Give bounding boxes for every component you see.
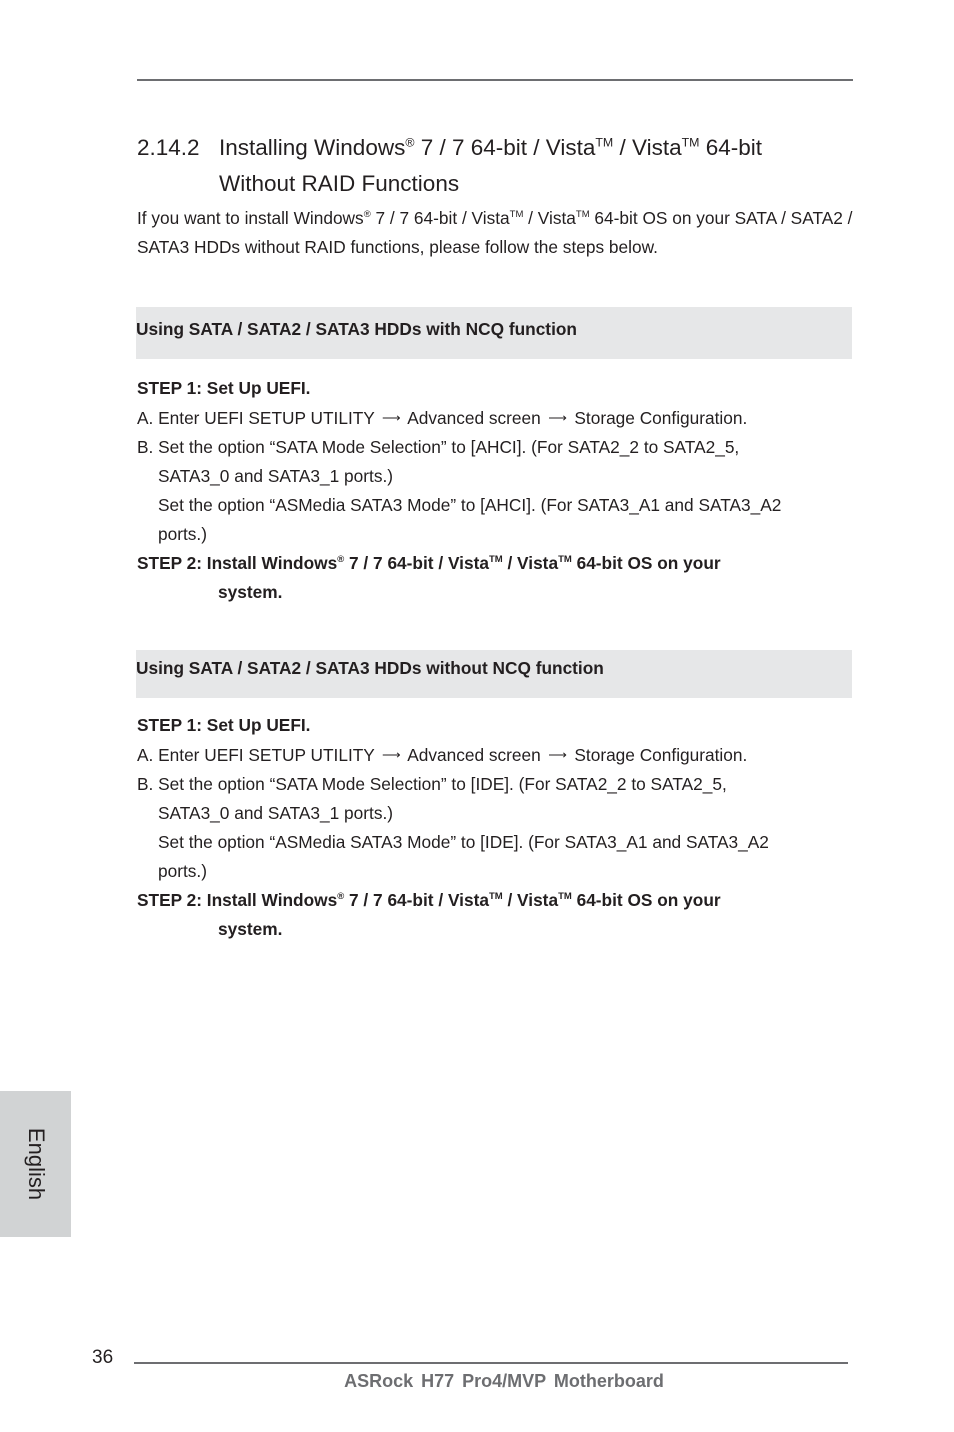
step1-a: A. Enter UEFI SETUP UTILITY ⟶ Advanced screen ⟶ Storage Configuration. [137,403,857,433]
page-number: 36 [92,1347,114,1368]
language-label: English [23,1127,49,1201]
intro-paragraph: If you want to install Windows® 7 / 7 64-bit / Vista™ / Vista™ 64-bit OS on your SATA / SATA2 / SATA3 HDDs without RAID functions, please follow the steps below. [137,208,853,257]
step1-b: B. Set the option “SATA Mode Selection” to [AHCI]. (For SATA2_2 to SATA2_5, [137,437,740,457]
step1-label: STEP 1: Set Up UEFI. [137,715,311,735]
section-band-ncq: Using SATA / SATA2 / SATA3 HDDs with NCQ function [136,307,852,359]
step1-a: A. Enter UEFI SETUP UTILITY ⟶ Advanced screen ⟶ Storage Configuration. [137,740,857,770]
arrow-right-icon: ⟶ [382,747,401,762]
footer-title: ASRock H77 Pro4/MVP Motherboard [344,1371,664,1391]
language-side-tab [0,1091,71,1237]
header-rule [137,79,853,81]
section-no-ncq-steps: STEP 1: Set Up UEFI. A. Enter UEFI SETUP UTILITY ⟶ Advanced screen ⟶ Storage Configuration. B. Set the option “SATA Mode Selection” to [IDE]. (For SATA2_2 to SATA2_5, SATA3_0 and SATA3_1 ports.) Set the option “ASMedia SATA3 Mode” to [IDE]. (For SATA3_A1 and SATA3_A2 ports.) STEP 2: Install Windows® 7 / 7 64-bit / Vista™ / Vista™ 64-bit OS on your system. [137,711,857,944]
step1-b: B. Set the option “SATA Mode Selection” to [IDE]. (For SATA2_2 to SATA2_5, [137,774,727,794]
arrow-right-icon: ⟶ [548,747,567,762]
section-band-no-ncq: Using SATA / SATA2 / SATA3 HDDs without NCQ function [136,650,852,698]
arrow-right-icon: ⟶ [382,410,401,425]
arrow-right-icon: ⟶ [548,410,567,425]
section-heading: 2.14.2 Installing Windows® 7 / 7 64-bit / Vista™ / Vista™ 64-bit Without RAID Functions [137,130,853,202]
step2-label: STEP 2: Install Windows® 7 / 7 64-bit / Vista™ / Vista™ 64-bit OS on your [137,890,721,910]
footer-rule [134,1362,848,1364]
section-ncq-steps: STEP 1: Set Up UEFI. A. Enter UEFI SETUP UTILITY ⟶ Advanced screen ⟶ Storage Configuration. B. Set the option “SATA Mode Selection” to [AHCI]. (For SATA2_2 to SATA2_5, SATA3_0 and SATA3_1 ports.) Set the option “ASMedia SATA3 Mode” to [AHCI]. (For SATA3_A1 and SATA3_A2 ports.) STEP 2: Install Windows® 7 / 7 64-bit / Vista™ / Vista™ 64-bit OS on your system. [137,374,857,607]
section-number: 2.14.2 [137,135,200,160]
heading-line-2: Without RAID Functions [219,171,460,196]
step1-label: STEP 1: Set Up UEFI. [137,378,311,398]
step2-label: STEP 2: Install Windows® 7 / 7 64-bit / Vista™ / Vista™ 64-bit OS on your [137,553,721,573]
